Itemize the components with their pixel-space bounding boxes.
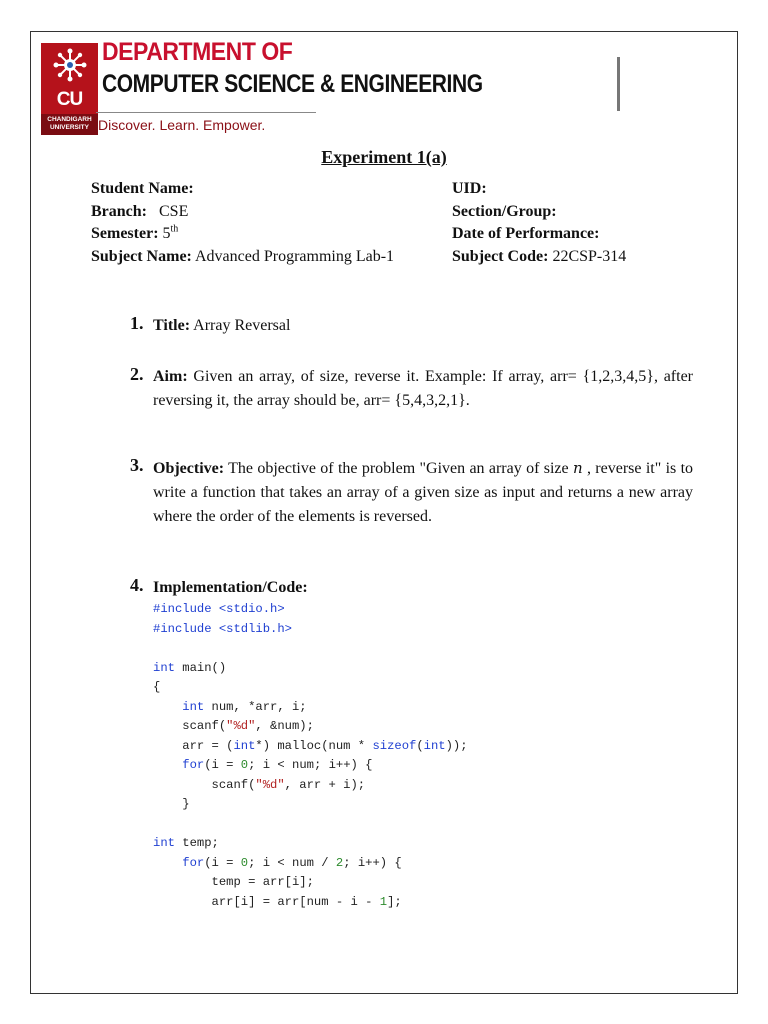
department-line1: DEPARTMENT OF	[102, 38, 293, 66]
logo-subtext	[41, 114, 98, 135]
section-title	[153, 314, 693, 338]
semester-value: 5	[162, 225, 171, 242]
section-number-3: 3.	[130, 455, 144, 475]
code-line: scanf("%d", arr + i);	[153, 777, 366, 792]
section-number-4: 4.	[130, 575, 144, 595]
code-line: int num, *arr, i;	[182, 699, 307, 714]
code-line: {	[153, 680, 161, 694]
subject-name-value: Advanced Programming Lab-1	[195, 247, 395, 265]
experiment-title: Experiment 1(a)	[321, 147, 447, 167]
code-line: #include <stdio.h>	[153, 602, 285, 616]
code-line: #include <stdlib.h>	[153, 621, 292, 636]
logo-subtext-line1: CHANDIGARH	[47, 116, 92, 123]
aim-label: Aim:	[153, 368, 188, 385]
section-number-1: 1.	[130, 313, 144, 333]
code-line	[153, 815, 468, 835]
date-label: Date of Performance:	[452, 225, 600, 242]
branch-label: Branch:	[91, 202, 147, 220]
logo-text: CU	[56, 89, 83, 110]
semester-label: Semester:	[91, 225, 159, 242]
logo-red-block	[41, 43, 98, 114]
implementation-label: Implementation/Code:	[153, 579, 308, 596]
code-line: for(i = 0; i < num; i++) {	[182, 758, 373, 772]
semester-suffix: th	[170, 223, 179, 235]
aim-text: Given an array, of size, reverse it. Example: If array, arr= {1,2,3,4,5}, after reversing it, the array should be, arr= {5,4,3,2,1}.	[153, 368, 694, 409]
section-aim	[153, 365, 693, 413]
code-line: scanf("%d", &num);	[153, 719, 314, 733]
objective-text-after: , reverse it" is to write a function that takes an array of a given size as input and returns a new array where the order of the elements is reversed.	[153, 460, 694, 525]
section-number-2: 2.	[130, 364, 144, 384]
code-block	[153, 600, 468, 912]
uid-row	[452, 178, 626, 201]
semester-row	[91, 223, 394, 246]
header-divider	[96, 112, 316, 113]
subject-name-label: Subject Name:	[91, 247, 192, 265]
title-text: Array Reversal	[193, 317, 291, 334]
subject-code-label: Subject Code:	[452, 247, 549, 265]
branch-row	[91, 201, 394, 224]
student-name-row	[91, 178, 394, 201]
objective-label: Objective:	[153, 460, 225, 477]
section-implementation	[153, 576, 693, 600]
university-logo	[41, 43, 98, 135]
subject-code-value: 22CSP-314	[552, 247, 627, 265]
section-objective	[153, 456, 693, 529]
code-line: }	[153, 797, 190, 811]
student-name-label: Student Name:	[91, 180, 194, 197]
tagline: Discover. Learn. Empower.	[98, 117, 266, 133]
info-left-column	[91, 178, 394, 268]
code-line: arr[i] = arr[num - i - 1];	[153, 894, 402, 909]
logo-subtext-line2: UNIVERSITY	[49, 124, 89, 131]
code-line: temp = arr[i];	[153, 875, 314, 889]
section-row	[452, 201, 626, 224]
emblem-icon	[52, 47, 88, 87]
department-line2: COMPUTER SCIENCE & ENGINEERING	[102, 70, 483, 98]
info-right-column	[452, 178, 626, 268]
code-line	[153, 639, 468, 659]
subject-code-row	[452, 246, 626, 269]
header-vertical-rule	[617, 57, 620, 111]
section-label: Section/Group:	[452, 202, 557, 220]
date-row	[452, 223, 626, 246]
branch-value: CSE	[159, 202, 189, 220]
code-line: int main()	[153, 660, 227, 675]
title-label: Title:	[153, 317, 191, 334]
uid-label: UID:	[452, 180, 487, 197]
objective-text-before: The objective of the problem "Given an array of size	[228, 460, 569, 477]
code-line: for(i = 0; i < num / 2; i++) {	[182, 855, 402, 870]
objective-italic-n: n	[572, 459, 583, 477]
subject-name-row	[91, 246, 394, 269]
code-line: arr = (int*) malloc(num * sizeof(int));	[153, 738, 468, 753]
code-line: int temp;	[153, 836, 219, 850]
